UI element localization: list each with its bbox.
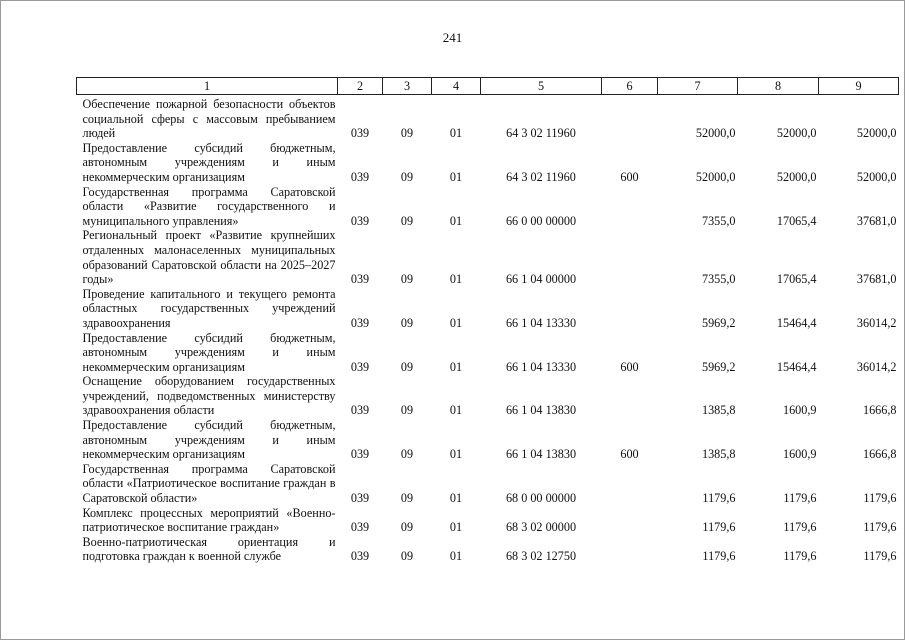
row-description: Военно-патриотическая ориентация и подготовка граждан к военной службе [82, 534, 336, 564]
row-description: Проведение капитального и текущего ремонта областных государственных учреждений здравоохранения [82, 286, 336, 330]
row-code-6: 600 [620, 169, 639, 184]
row-code-4: 01 [449, 169, 463, 184]
row-value-7: 1179,6 [702, 491, 736, 506]
row-value-9: 1179,6 [863, 549, 897, 564]
row-code-4: 01 [449, 126, 463, 141]
row-value-7: 1179,6 [702, 520, 736, 535]
row-value-8: 17065,4 [776, 272, 817, 287]
row-code-3: 09 [400, 213, 414, 228]
row-code-3: 09 [400, 359, 414, 374]
row-code-4: 01 [449, 549, 463, 564]
row-code-6 [602, 374, 658, 418]
row-value-9: 1666,8 [862, 403, 897, 418]
row-value-7: 5969,2 [701, 315, 736, 330]
row-value-9: 1179,6 [863, 491, 897, 506]
row-code-2: 039 [350, 491, 370, 506]
row-value-9: 36014,2 [856, 315, 897, 330]
row-value-7: 1385,8 [701, 447, 736, 462]
column-header-9: 9 [819, 78, 899, 95]
table-row [77, 462, 899, 506]
table-row [77, 374, 899, 418]
row-value-9: 37681,0 [856, 213, 897, 228]
column-header-3: 3 [383, 78, 432, 95]
row-value-7: 5969,2 [701, 359, 736, 374]
row-value-7: 1385,8 [701, 403, 736, 418]
row-value-7: 1179,6 [702, 549, 736, 564]
row-code-3: 09 [400, 447, 414, 462]
row-value-8: 15464,4 [776, 359, 817, 374]
row-code-5: 66 0 00 00000 [505, 213, 577, 228]
row-code-2: 039 [350, 520, 370, 535]
row-description: Обеспечение пожарной безопасности объектов социальной сферы с массовым пребыванием людей [82, 97, 336, 141]
row-code-6 [602, 535, 658, 564]
table-row [77, 418, 899, 462]
budget-table [76, 77, 899, 564]
table-row [77, 97, 899, 141]
row-value-7: 7355,0 [701, 213, 736, 228]
table-row [77, 535, 899, 564]
column-header-7: 7 [658, 78, 738, 95]
row-value-7: 52000,0 [695, 169, 736, 184]
row-code-4: 01 [449, 447, 463, 462]
row-code-6 [602, 287, 658, 331]
row-code-2: 039 [350, 315, 370, 330]
row-value-8: 1179,6 [783, 491, 817, 506]
row-code-2: 039 [350, 272, 370, 287]
row-value-9: 36014,2 [856, 359, 897, 374]
table-header-row [77, 78, 899, 95]
row-code-2: 039 [350, 126, 370, 141]
row-code-5: 66 1 04 13830 [505, 447, 577, 462]
row-code-6: 600 [620, 359, 639, 374]
row-description: Оснащение оборудованием государственных учреждений, подведомственных министерству здравоохранения области [82, 374, 336, 418]
row-code-6 [602, 185, 658, 229]
row-code-2: 039 [350, 359, 370, 374]
row-description: Комплекс процессных мероприятий «Военно-патриотическое воспитание граждан» [82, 505, 336, 535]
column-header-2: 2 [338, 78, 383, 95]
row-value-9: 52000,0 [856, 169, 897, 184]
row-code-5: 68 3 02 12750 [505, 549, 577, 564]
column-header-8: 8 [738, 78, 819, 95]
row-code-4: 01 [449, 315, 463, 330]
row-code-3: 09 [400, 520, 414, 535]
row-code-5: 68 3 02 00000 [505, 520, 577, 535]
row-code-3: 09 [400, 169, 414, 184]
table-row [77, 287, 899, 331]
row-code-4: 01 [449, 272, 463, 287]
row-code-4: 01 [449, 213, 463, 228]
row-value-8: 1600,9 [782, 403, 817, 418]
row-description: Предоставление субсидий бюджетным, автономным учреждениям и иным некоммерческим организациям [82, 330, 336, 374]
row-value-8: 15464,4 [776, 315, 817, 330]
row-value-8: 1179,6 [783, 549, 817, 564]
row-code-6 [602, 228, 658, 286]
row-code-5: 64 3 02 11960 [506, 169, 576, 184]
row-code-3: 09 [400, 549, 414, 564]
table-row [77, 331, 899, 375]
row-value-9: 1666,8 [862, 447, 897, 462]
row-code-2: 039 [350, 213, 370, 228]
row-value-8: 52000,0 [776, 126, 817, 141]
row-code-3: 09 [400, 272, 414, 287]
row-description: Предоставление субсидий бюджетным, автономным учреждениям и иным некоммерческим организациям [82, 418, 336, 462]
row-value-9: 52000,0 [856, 126, 897, 141]
row-code-4: 01 [449, 403, 463, 418]
row-code-5: 66 1 04 13330 [505, 315, 577, 330]
row-code-5: 64 3 02 11960 [506, 126, 576, 141]
row-value-8: 52000,0 [776, 169, 817, 184]
page-number: 241 [442, 30, 463, 45]
table-row [77, 141, 899, 185]
row-code-4: 01 [449, 520, 463, 535]
column-header-5: 5 [481, 78, 602, 95]
table-row [77, 228, 899, 286]
row-code-5: 68 0 00 00000 [505, 491, 577, 506]
table-row [77, 185, 899, 229]
row-description: Предоставление субсидий бюджетным, автономным учреждениям и иным некоммерческим организациям [82, 140, 336, 184]
row-code-3: 09 [400, 315, 414, 330]
column-header-6: 6 [602, 78, 658, 95]
row-code-6 [602, 462, 658, 506]
row-description: Государственная программа Саратовской области «Развитие государственного и муниципального управления» [82, 184, 336, 228]
row-value-7: 7355,0 [701, 272, 736, 287]
column-header-1: 1 [77, 78, 338, 95]
row-code-4: 01 [449, 491, 463, 506]
row-code-6: 600 [620, 447, 639, 462]
row-description: Государственная программа Саратовской области «Патриотическое воспитание граждан в Саратовской области» [82, 461, 336, 506]
row-value-8: 1179,6 [783, 520, 817, 535]
row-code-3: 09 [400, 126, 414, 141]
row-code-2: 039 [350, 447, 370, 462]
row-code-2: 039 [350, 169, 370, 184]
row-value-8: 1600,9 [782, 447, 817, 462]
row-code-2: 039 [350, 403, 370, 418]
row-code-5: 66 1 04 13330 [505, 359, 577, 374]
row-code-5: 66 1 04 13830 [505, 403, 577, 418]
row-code-2: 039 [350, 549, 370, 564]
table-row [77, 506, 899, 535]
row-code-4: 01 [449, 359, 463, 374]
row-description: Региональный проект «Развитие крупнейших отдаленных малонаселенных муниципальных образований Саратовской области на 2025–2027 годы» [82, 228, 336, 287]
row-code-5: 66 1 04 00000 [505, 272, 577, 287]
table-body [77, 95, 899, 565]
row-code-3: 09 [400, 403, 414, 418]
row-value-7: 52000,0 [695, 126, 736, 141]
column-header-4: 4 [432, 78, 481, 95]
row-code-6 [602, 97, 658, 141]
row-value-8: 17065,4 [776, 213, 817, 228]
row-code-6 [602, 506, 658, 535]
row-code-3: 09 [400, 491, 414, 506]
row-value-9: 37681,0 [856, 272, 897, 287]
row-value-9: 1179,6 [863, 520, 897, 535]
